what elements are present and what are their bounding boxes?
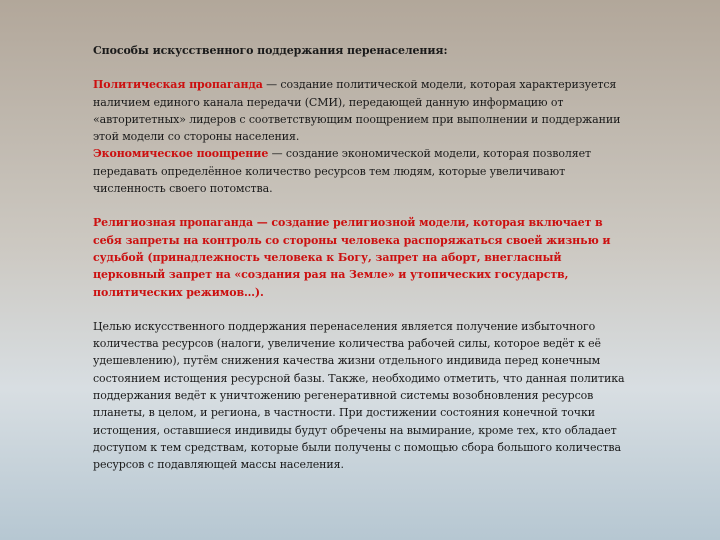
methods-block (93, 76, 633, 197)
political-term: Политическая пропаганда (93, 78, 263, 92)
economic-text: — создание экономической модели, которая позволяет передавать определённое количество ресурсов тем людям, которые увеличивают численность своего потомства. (93, 147, 591, 196)
political-text: — создание политической модели, которая характеризуется наличием единого канала передачи (СМИ), передающей данную информацию от «авторитетных» лидеров с соответствующим поощрением при выполнении и поддержании этой модели со стороны населения. (93, 78, 621, 144)
slide-title: Способы искусственного поддержания перенаселения: (93, 44, 448, 57)
slide-content (93, 42, 633, 474)
political-paragraph (93, 76, 633, 145)
religious-paragraph: Религиозная пропаганда — создание религиозной модели, которая включает в себя запреты на контроль со стороны человека распоряжаться своей жизнью и судьбой (принадлежность человека к Богу, запрет на аборт, внегласный церковный запрет на «создания рая на Земле» и утопических государств, политических режимов…). (93, 216, 611, 299)
economic-term: Экономическое поощрение (93, 147, 269, 161)
economic-paragraph (93, 145, 633, 197)
conclusion-paragraph: Целью искусственного поддержания перенаселения является получение избыточного количества ресурсов (налоги, увеличение количества рабочей силы, которое ведёт к её удешевлению), путём снижения качества жизни отдельного индивида перед конечным состоянием истощения ресурсной базы. Также, необходимо отметить, что данная политика поддержания ведёт к уничтожению регенеративной системы возобновления ресурсов планеты, в целом, и региона, в частности. При достижении состояния конечной точки истощения, оставшиеся индивиды будут обречены на вымирание, кроме тех, кто обладает доступом к тем средствам, которые были получены с помощью сбора большого количества ресурсов с подавляющей массы населения. (93, 319, 625, 472)
